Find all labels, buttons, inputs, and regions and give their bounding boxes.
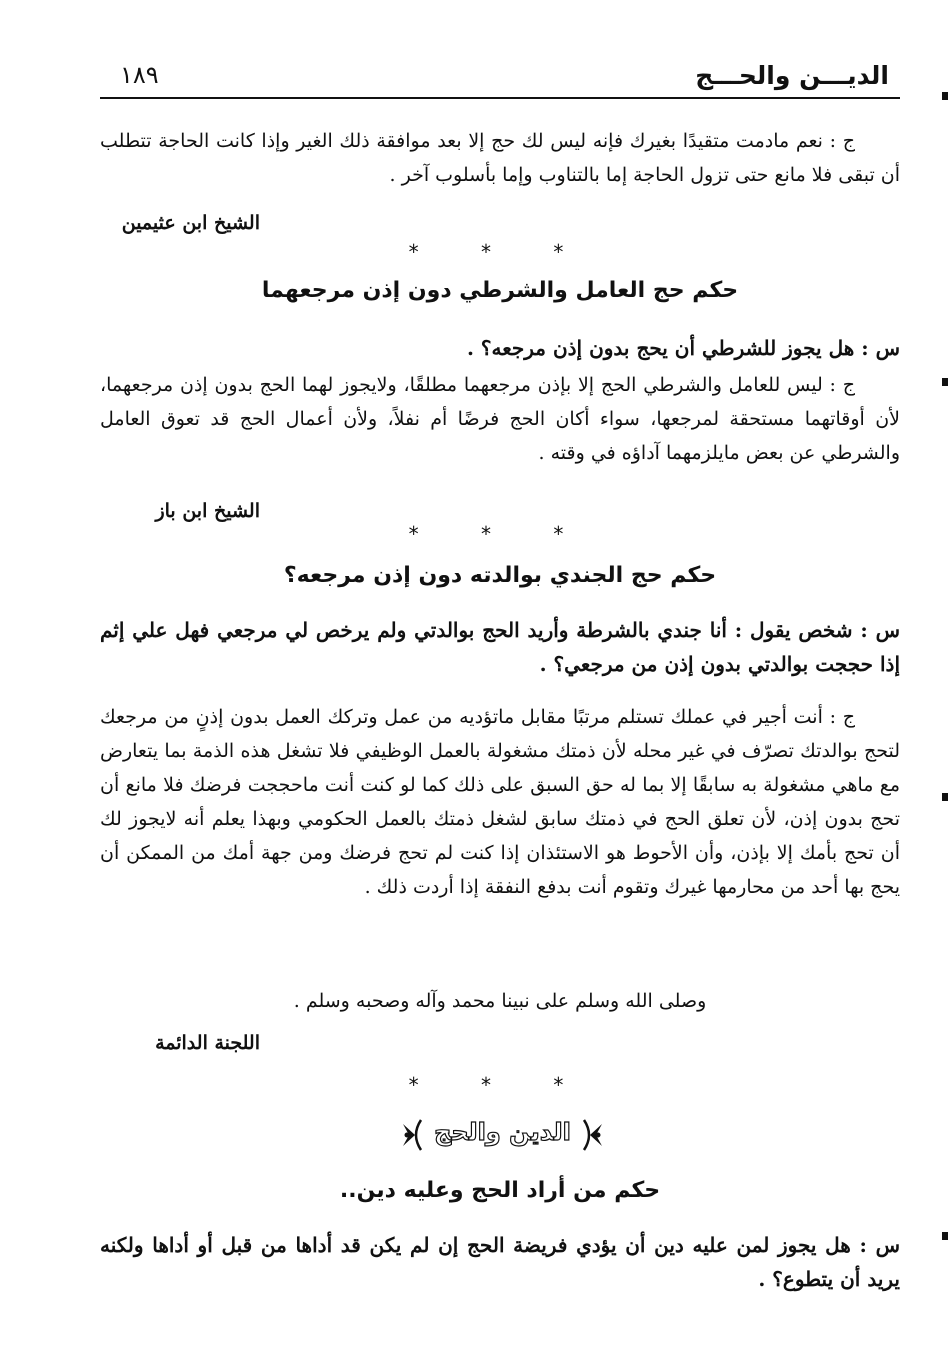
banner-text: الدين والحج — [434, 1118, 571, 1146]
running-title: الديـــن والحـــج — [695, 61, 889, 90]
page-header — [100, 55, 895, 95]
page-number: ١٨٩ — [120, 61, 159, 89]
question-paragraph-3: س : شخص يقول : أنا جندي بالشرطة وأريد الحج بوالدتي ولم يرخص لي مرجعي فهل علي إثم إذا حججت بوالدتي بدون إذن من مرجعي؟ . — [100, 618, 900, 676]
separator-stars-1: * * * — [408, 240, 592, 264]
question-paragraph-4: س : هل يجوز لمن عليه دين أن يؤدي فريضة الحج إن لم يكن قد أداها من قبل أو أداها ولكنه يريد أن يتطوع؟ . — [100, 1233, 900, 1291]
signature-ibn-baz: الشيخ ابن باز — [155, 500, 260, 522]
section-heading-4: حكم من أراد الحج وعليه دين.. — [339, 1178, 661, 1203]
scan-mark — [942, 378, 948, 386]
scan-mark — [942, 92, 948, 100]
scan-mark — [942, 793, 948, 801]
answer-paragraph-3: ج : أنت أجير في عملك تستلم مرتبًا مقابل ماتؤديه من عمل وتركك العمل بدون إذنٍ من مرجعك لتحج بوالدتك تصرّف في غير محله لأن ذمتك مشغولة بالعمل الوظيفي فلا تشغل هذه الذمة بما يتعارض مع ماهي مشغولة به سابقًا إلا بما له حق السبق على ذلك كما لو كنت أنت ماحججت فرضك فلا مانع أن تحج بدون إذن، لأن تعلق الحج في ذمتك سابق لشغل ذمتك بالعمل الحكومي وبهذا يعلم أنه لايجوز لك أن تحج بأمك إلا بإذن، وأن الأحوط هو الاستئذان إذا كنت لم تحج فرضك ومن جهة أمك من الممكن أن يحج بها أحد من محارمها غيرك وتقوم أنت بدفع النفقة إذا أردت ذلك . — [100, 706, 900, 898]
scan-mark — [942, 1232, 948, 1240]
separator-stars-2: * * * — [408, 522, 592, 546]
signature-permanent-committee: اللجنة الدائمة — [155, 1032, 260, 1054]
separator-stars-3: * * * — [408, 1073, 592, 1097]
signature-ibn-uthaymeen: الشيخ ابن عثيمين — [121, 212, 260, 234]
answer-paragraph-2: ج : ليس للعامل والشرطي الحج إلا بإذن مرجعهما مطلقًا، ولايجوز لهما الحج بدون إذن مرجعهما، لأن أوقاتهما مستحقة لمرجعها، سواء أكان الحج فرضًا أم نفلاً، ولأن أعمال الحج قد تعوق العامل والشرطي عن بعض مايلزمهما آداؤه في وقته . — [100, 374, 900, 464]
header-rule — [100, 97, 900, 99]
section-heading-3: حكم حج الجندي بوالدته دون إذن مرجعه؟ — [283, 563, 717, 588]
closing-prayer: وصلى الله وسلم على نبينا محمد وآله وصحبه وسلم . — [293, 990, 707, 1012]
section-heading-2: حكم حج العامل والشرطي دون إذن مرجعهما — [261, 278, 739, 303]
answer-paragraph-1: ج : نعم مادمت متقيدًا بغيرك فإنه ليس لك حج إلا بعد موافقة ذلك الغير وإذا كانت الحاجة تتطلب أن تبقى فلا مانع حتى تزول الحاجة إما بالتناوب وإما بأسلوب آخر . — [100, 130, 900, 186]
chapter-banner — [395, 1112, 610, 1158]
question-paragraph-2: س : هل يجوز للشرطي أن يحج بدون إذن مرجعه؟ . — [466, 336, 900, 360]
